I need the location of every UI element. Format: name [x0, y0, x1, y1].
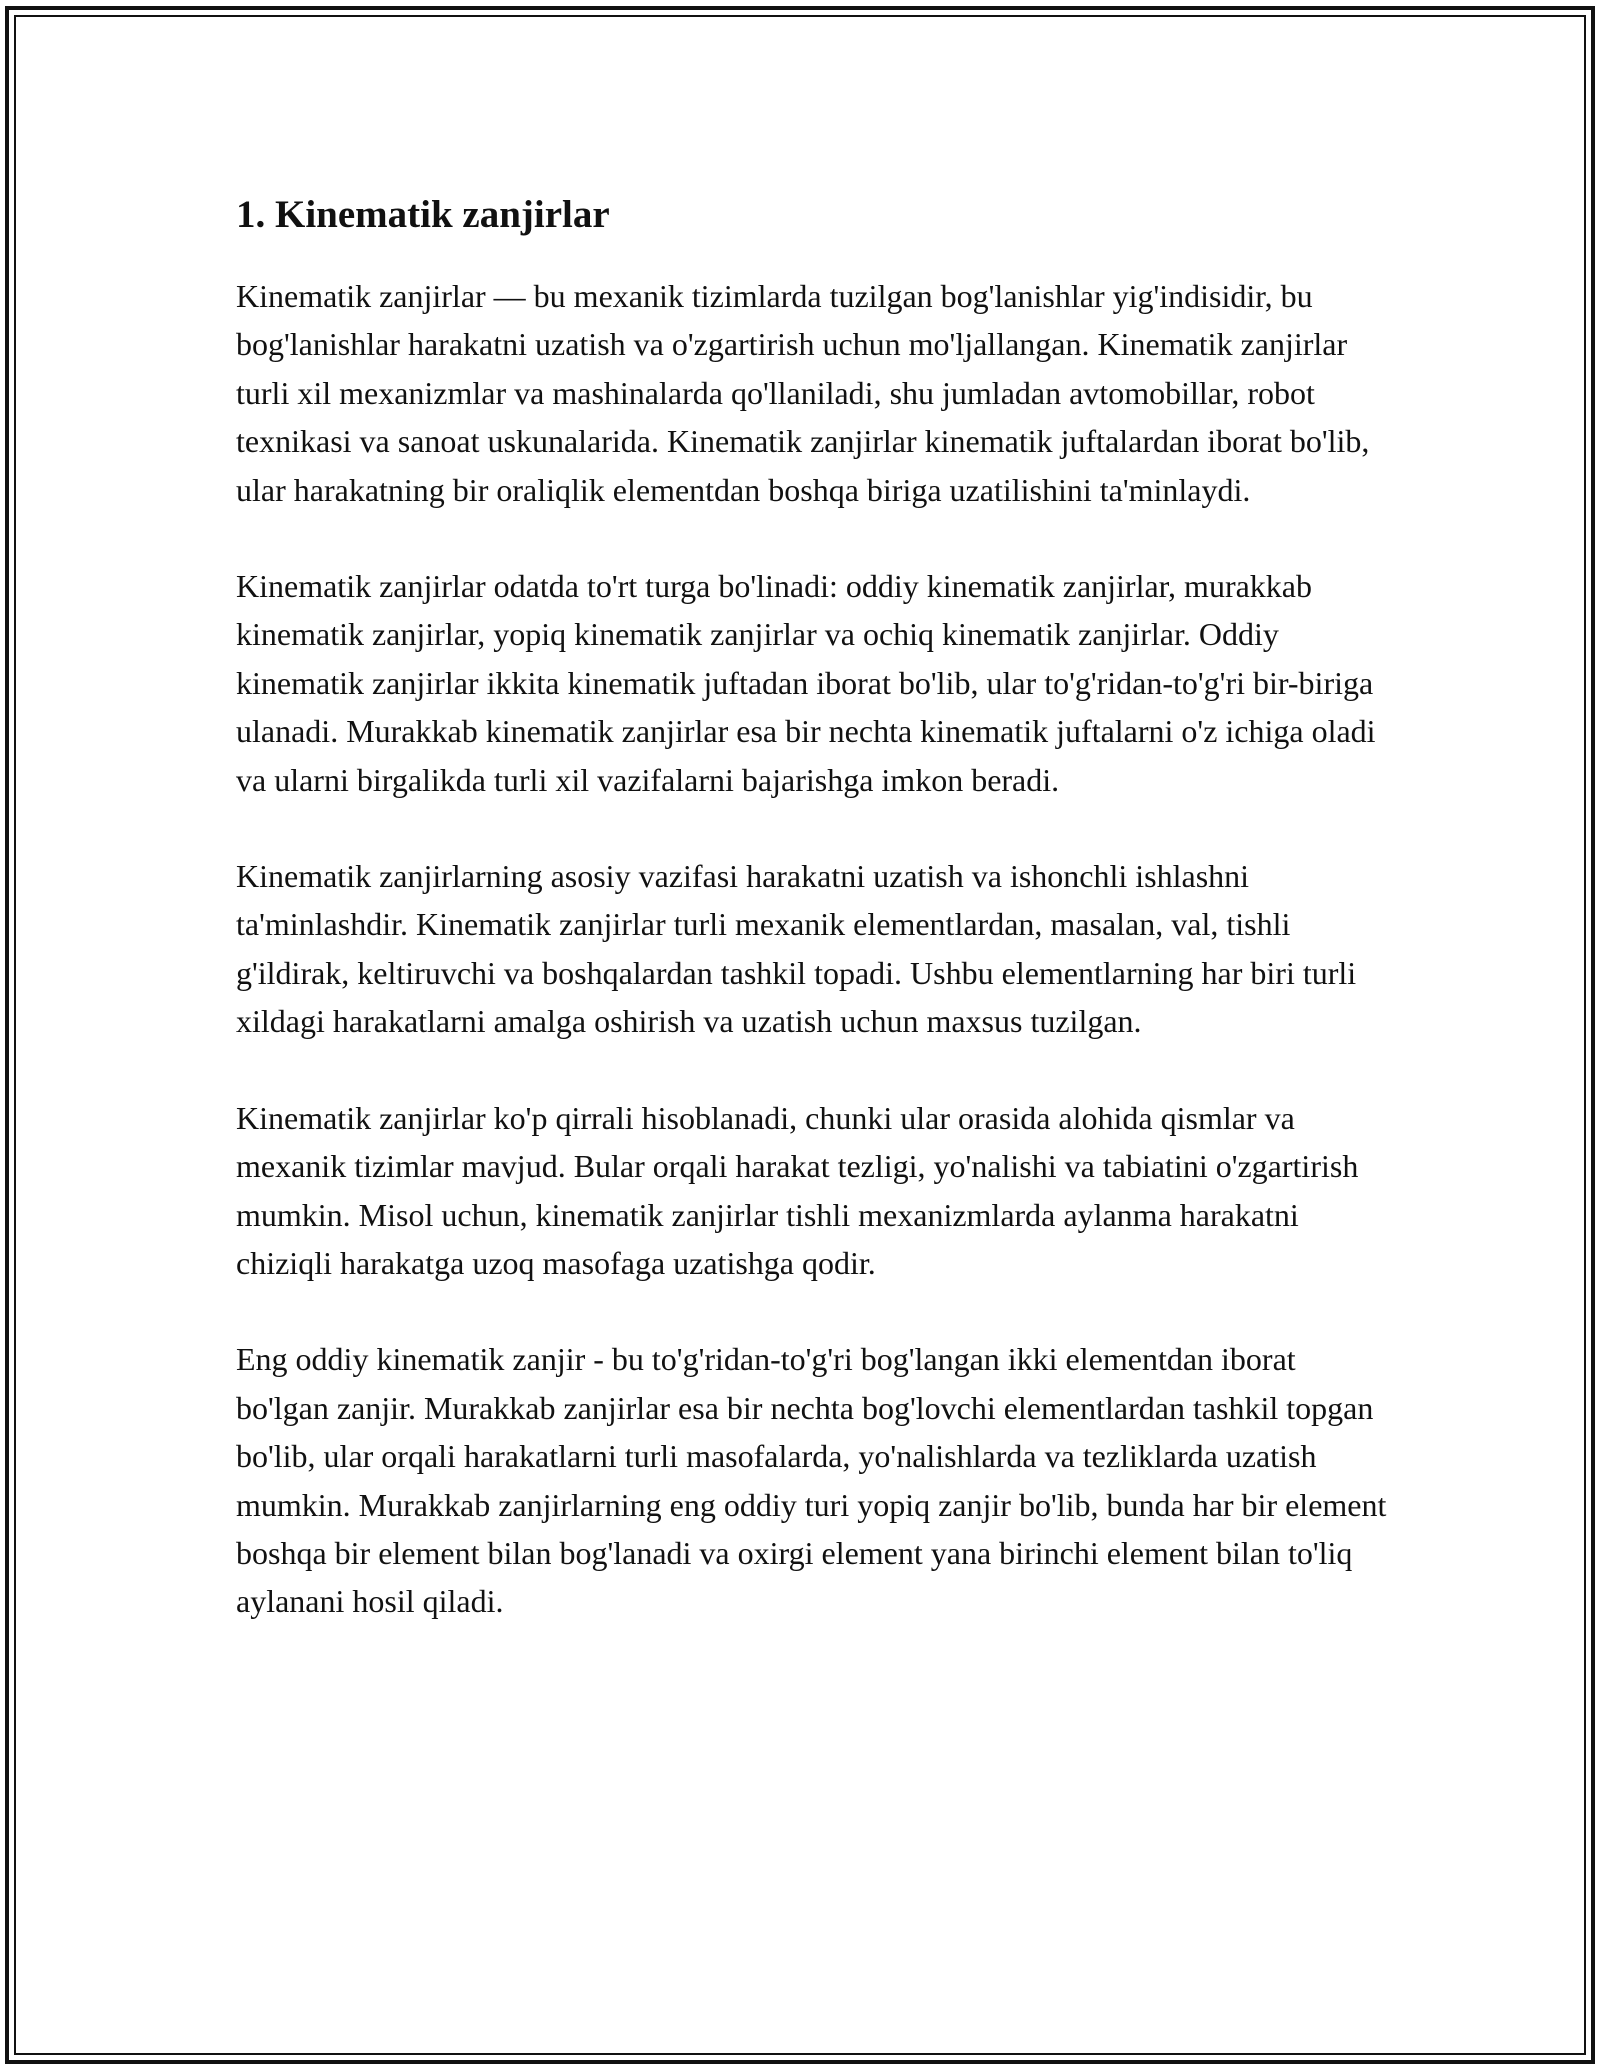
paragraph-5: Eng oddiy kinematik zanjir - bu to'g'ridan-to'g'ri bog'langan ikki elementdan iborat bo'lgan zanjir. Murakkab zanjirlar esa bir nechta bog'lovchi elementlardan tashkil topgan bo'lib, ular orqali harakatlarni turli masofalarda, yo'nalishlarda va tezliklarda uzatish mumkin. Murakkab zanjirlarning eng oddiy turi yopiq zanjir bo'lib, bunda har bir element boshqa bir element bilan bog'lanadi va oxirgi element yana birinchi element bilan to'liq aylanani hosil qiladi. [236, 1341, 1387, 1620]
paragraph-3: Kinematik zanjirlarning asosiy vazifasi harakatni uzatish va ishonchli ishlashni ta'minlashdir. Kinematik zanjirlar turli mexanik elementlardan, masalan, val, tishli g'ildirak, keltiruvchi va boshqalardan tashkil topadi. Ushbu elementlarning har biri turli xildagi harakatlarni amalga oshirish va uzatish uchun maxsus tuzilgan. [236, 858, 1357, 1040]
paragraph-4: Kinematik zanjirlar ko'p qirrali hisoblanadi, chunki ular orasida alohida qismlar va mexanik tizimlar mavjud. Bular orqali harakat tezligi, yo'nalishi va tabiatini o'zgartirish mumkin. Misol uchun, kinematik zanjirlar tishli mexanizmlarda aylanma harakatni chiziqli harakatga uzoq masofaga uzatishga qodir. [236, 1099, 1359, 1281]
paragraph-2: Kinematik zanjirlar odatda to'rt turga bo'linadi: oddiy kinematik zanjirlar, murakkab kinematik zanjirlar, yopiq kinematik zanjirlar va ochiq kinematik zanjirlar. Oddiy kinematik zanjirlar ikkita kinematik juftadan iborat bo'lib, ular to'g'ridan-to'g'ri bir-biriga ulanadi. Murakkab kinematik zanjirlar esa bir nechta kinematik juftalarni o'z ichiga oladi va ularni birgalikda turli xil vazifalarni bajarishga imkon beradi. [236, 568, 1376, 798]
paragraph-1: Kinematik zanjirlar — bu mexanik tizimlarda tuzilgan bog'lanishlar yig'indisidir, bu bog'lanishlar harakatni uzatish va o'zgartirish uchun mo'ljallangan. Kinematik zanjirlar turli xil mexanizmlar va mashinalarda qo'llaniladi, shu jumladan avtomobillar, robot texnikasi va sanoat uskunalarida. Kinematik zanjirlar kinematik juftalardan iborat bo'lib, ular harakatning bir oraliqlik elementdan boshqa biriga uzatilishini ta'minlaydi. [236, 278, 1370, 508]
section-title: 1. Kinematik zanjirlar [236, 193, 610, 236]
document-content [236, 180, 1396, 1626]
